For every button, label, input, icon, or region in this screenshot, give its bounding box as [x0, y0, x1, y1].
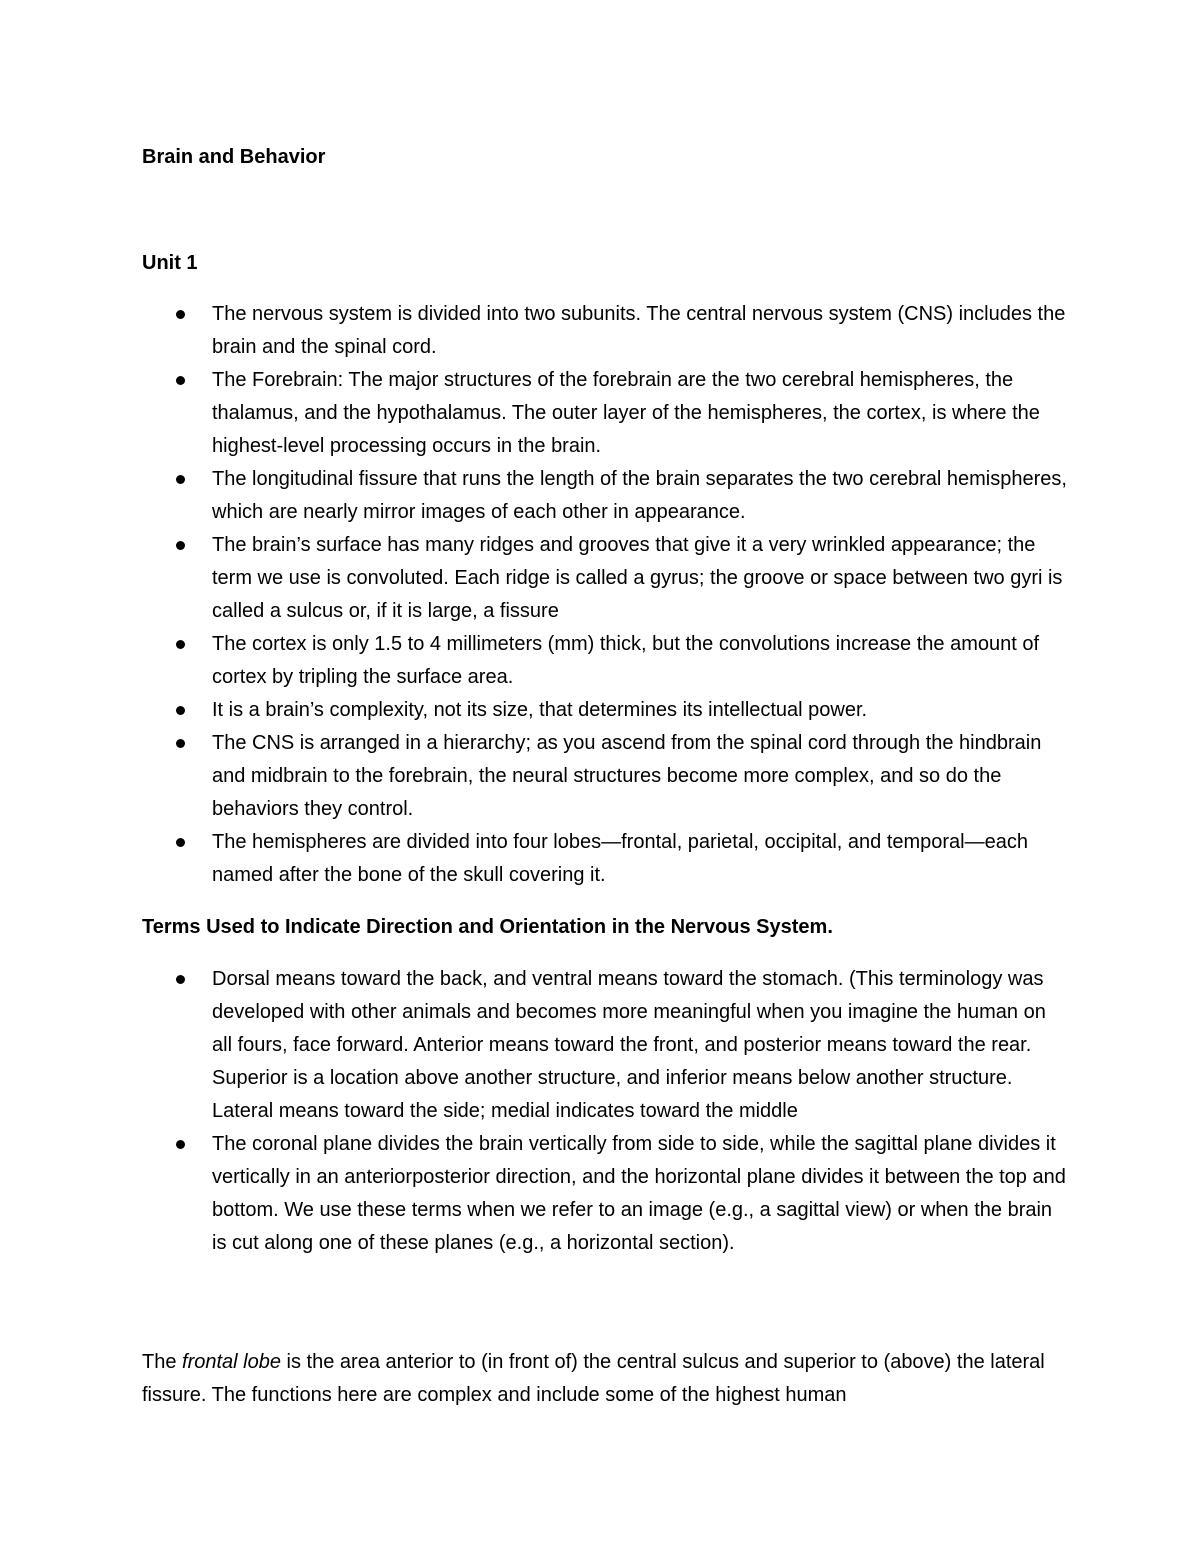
bullet-icon — [176, 475, 185, 484]
list-item-text: The brain’s surface has many ridges and grooves that give it a very wrinkled appearance; the term we use is convoluted. Each ridge is called a gyrus; the groove or space between two gyri is called a sulcus or, if it is large, a fissure — [212, 534, 1063, 622]
bullet-icon — [176, 706, 185, 715]
bullet-icon — [176, 1140, 185, 1149]
bullet-icon — [176, 541, 185, 550]
list-item-text: Dorsal means toward the back, and ventral means toward the stomach. (This terminology was developed with other animals and becomes more meaningful when you imagine the human on all fours, face forward. Anterior means toward the front, and posterior means toward the rear. Superior is a location above another structure, and inferior means below another structure. Lateral means toward the side; medial indicates toward the middle — [212, 968, 1046, 1122]
list-item-text: The Forebrain: The major structures of the forebrain are the two cerebral hemispheres, the thalamus, and the hypothalamus. The outer layer of the hemispheres, the cortex, is where the highest-level processing occurs in the brain. — [212, 369, 1040, 457]
list-item — [0, 727, 1067, 826]
list-item — [0, 963, 1067, 1128]
terms-bullet-list — [0, 963, 1200, 1260]
paragraph-suffix: is the area anterior to (in front of) the central sulcus and superior to (above) the lateral fissure. The functions here are complex and include some of the highest human — [142, 1351, 1045, 1406]
list-item-text: The CNS is arranged in a hierarchy; as you ascend from the spinal cord through the hindbrain and midbrain to the forebrain, the neural structures become more complex, and so do the behaviors they control. — [212, 732, 1042, 820]
list-item-text: The cortex is only 1.5 to 4 millimeters (mm) thick, but the convolutions increase the amount of cortex by tripling the surface area. — [212, 633, 1040, 688]
list-item-text: The coronal plane divides the brain vertically from side to side, while the sagittal plane divides it vertically in an anteriorposterior direction, and the horizontal plane divides it between the top and bottom. We use these terms when we refer to an image (e.g., a sagittal view) or when the brain is cut along one of these planes (e.g., a horizontal section). — [212, 1133, 1066, 1254]
list-item — [0, 826, 1067, 892]
emphasized-term: frontal lobe — [182, 1351, 281, 1373]
closing-paragraph — [142, 1346, 1062, 1412]
list-item — [0, 694, 1067, 727]
unit-bullet-list — [0, 298, 1200, 892]
document-title: Brain and Behavior — [142, 146, 326, 168]
list-item-text: The nervous system is divided into two subunits. The central nervous system (CNS) includes the brain and the spinal cord. — [212, 303, 1066, 358]
bullet-icon — [176, 310, 185, 319]
list-item — [0, 463, 1067, 529]
list-item — [0, 529, 1067, 628]
list-item-text: The hemispheres are divided into four lobes—frontal, parietal, occipital, and temporal—each named after the bone of the skull covering it. — [212, 831, 1028, 886]
unit-heading: Unit 1 — [142, 252, 198, 274]
bullet-icon — [176, 376, 185, 385]
bullet-icon — [176, 838, 185, 847]
bullet-icon — [176, 975, 185, 984]
bullet-icon — [176, 739, 185, 748]
bullet-icon — [176, 640, 185, 649]
list-item — [0, 298, 1067, 364]
list-item-text: The longitudinal fissure that runs the length of the brain separates the two cerebral hemispheres, which are nearly mirror images of each other in appearance. — [212, 468, 1067, 523]
list-item — [0, 364, 1067, 463]
list-item — [0, 1128, 1067, 1260]
terms-heading: Terms Used to Indicate Direction and Orientation in the Nervous System. — [142, 916, 833, 938]
list-item — [0, 628, 1067, 694]
paragraph-prefix: The — [142, 1351, 183, 1373]
list-item-text: It is a brain’s complexity, not its size, that determines its intellectual power. — [212, 699, 868, 721]
